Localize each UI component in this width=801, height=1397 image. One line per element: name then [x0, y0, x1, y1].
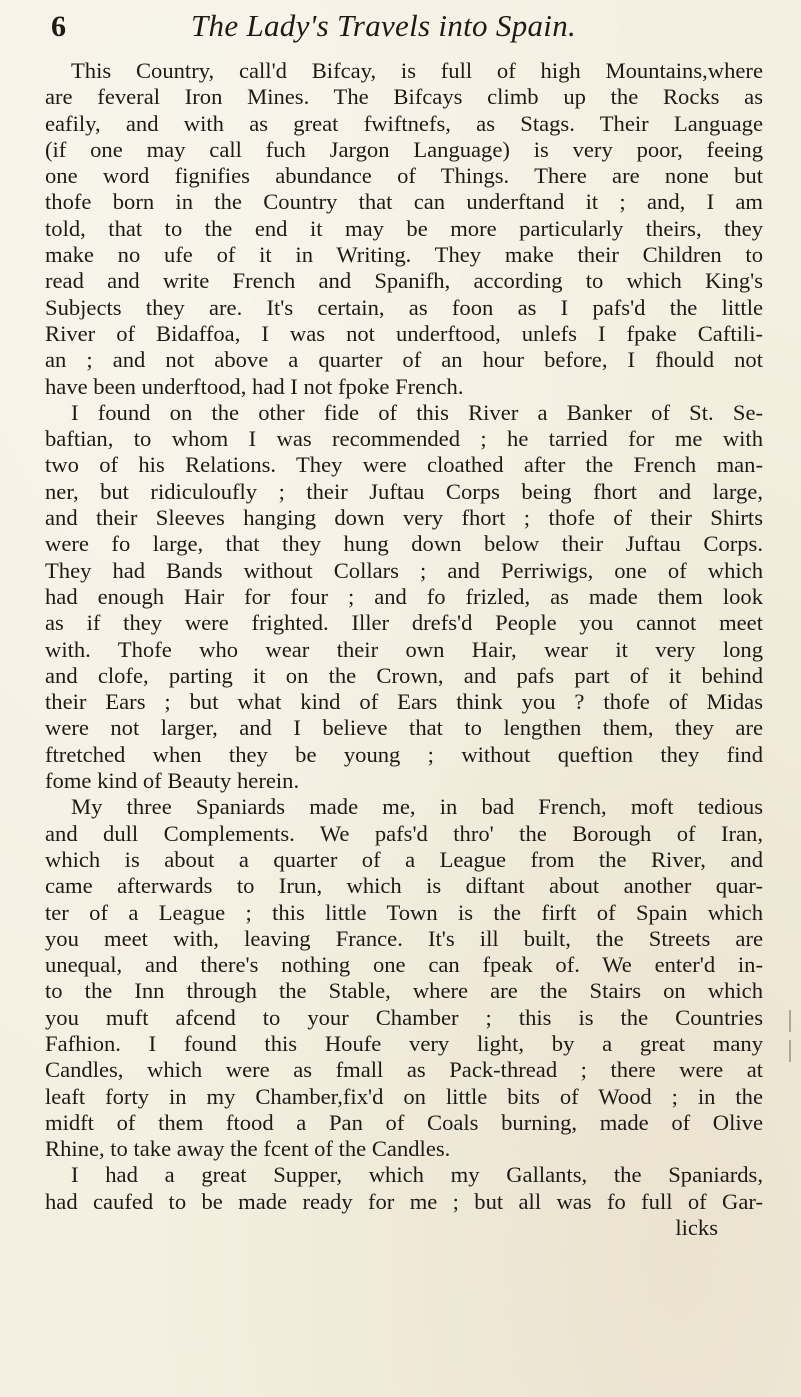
text-line: and dull Complements. We pafs'd thro' the Borough of Iran,	[45, 820, 763, 846]
text-line: with. Thofe who wear their own Hair, wear it very long	[45, 636, 763, 662]
text-line: unequal, and there's nothing one can fpeak of. We enter'd in-	[45, 952, 763, 978]
text-line: had caufed to be made ready for me ; but all was fo full of Gar-	[45, 1188, 763, 1214]
text-line: Candles, which were as fmall as Pack-thread ; there were at	[45, 1057, 763, 1083]
running-head	[45, 8, 763, 60]
text-line: This Country, call'd Bifcay, is full of high Mountains,where	[71, 58, 763, 83]
text-line: as if they were frighted. Iller drefs'd People you cannot meet	[45, 610, 763, 636]
text-line: one word fignifies abundance of Things. There are none but	[45, 163, 763, 189]
text-line: are feveral Iron Mines. The Bifcays climb up the Rocks as	[45, 84, 763, 110]
text-line: have been underftood, had I not fpoke French.	[45, 373, 464, 399]
text-line: and their Sleeves hanging down very fhort ; thofe of their Shirts	[45, 505, 763, 531]
text-line: had enough Hair for four ; and fo frizled, as made them look	[45, 583, 763, 609]
text-line: ner, but ridiculoufly ; their Juftau Corps being fhort and large,	[45, 478, 763, 504]
text-line: eafily, and with as great fwiftnefs, as Stags. Their Language	[45, 110, 763, 136]
body-text	[45, 58, 763, 1241]
text-line: make no ufe of it in Writing. They make their Children to	[45, 242, 763, 268]
text-line: River of Bidaffoa, I was not underftood, unlefs I fpake Caftili-	[45, 320, 763, 346]
text-line: which is about a quarter of a League from the River, and	[45, 846, 763, 872]
text-line: thofe born in the Country that can underftand it ; and, I am	[45, 189, 763, 215]
running-title: The Lady's Travels into Spain.	[191, 8, 577, 43]
text-line: came afterwards to Irun, which is diftant about another quar-	[45, 873, 763, 899]
text-line: told, that to the end it may be more particularly theirs, they	[45, 215, 763, 241]
text-line: baftian, to whom I was recommended ; he tarried for me with	[45, 426, 763, 452]
text-line: Subjects they are. It's certain, as foon as I pafs'd the little	[45, 294, 763, 320]
text-line: I had a great Supper, which my Gallants, the Spaniards,	[71, 1162, 763, 1188]
text-line: an ; and not above a quarter of an hour before, I fhould not	[45, 347, 763, 373]
catchword: licks	[675, 1215, 718, 1241]
text-line: I found on the other fide of this River a Banker of St. Se-	[71, 399, 763, 425]
text-line: were not larger, and I believe that to lengthen them, they are	[45, 715, 763, 741]
text-line: (if one may call fuch Jargon Language) is very poor, feeing	[45, 136, 763, 162]
page-edge-mark	[789, 1010, 791, 1032]
text-line: were fo large, that they hung down below their Juftau Corps.	[45, 531, 763, 557]
text-line: ftretched when they be young ; without queftion they find	[45, 741, 763, 767]
text-line: and clofe, parting it on the Crown, and pafs part of it behind	[45, 662, 763, 688]
page-number: 6	[51, 10, 66, 43]
text-line: you meet with, leaving France. It's ill built, the Streets are	[45, 925, 763, 951]
text-line: ter of a League ; this little Town is the firft of Spain which	[45, 899, 763, 925]
text-line: Rhine, to take away the fcent of the Candles.	[45, 1136, 451, 1162]
page-edge-mark	[789, 1040, 791, 1062]
text-line: their Ears ; but what kind of Ears think you ? thofe of Midas	[45, 689, 763, 715]
text-line: Fafhion. I found this Houfe very light, by a great many	[45, 1030, 763, 1056]
text-line: read and write French and Spanifh, according to which King's	[45, 268, 763, 294]
text-line: They had Bands without Collars ; and Perriwigs, one of which	[45, 557, 763, 583]
text-line: fome kind of Beauty herein.	[45, 768, 300, 794]
text-line: two of his Relations. They were cloathed after the French man-	[45, 452, 763, 478]
text-line: you muft afcend to your Chamber ; this is the Countries	[45, 1004, 763, 1030]
text-line: to the Inn through the Stable, where are the Stairs on which	[45, 978, 763, 1004]
text-line: My three Spaniards made me, in bad French, moft tedious	[71, 794, 763, 820]
text-line: leaft forty in my Chamber,fix'd on little bits of Wood ; in the	[45, 1083, 763, 1109]
text-line: midft of them ftood a Pan of Coals burning, made of Olive	[45, 1109, 763, 1135]
